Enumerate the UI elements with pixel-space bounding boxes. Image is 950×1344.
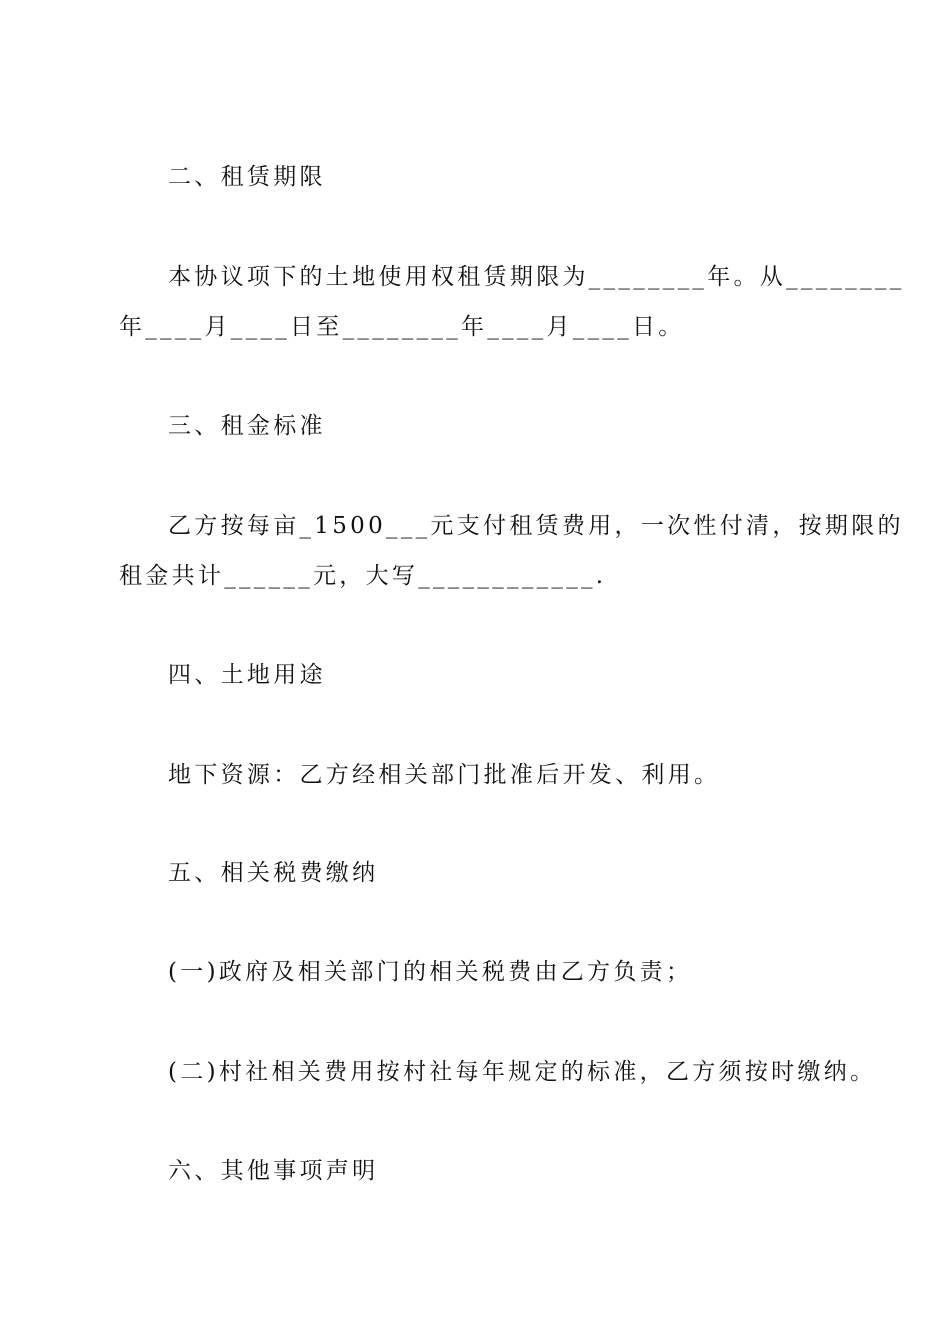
- paragraph-taxes-item-2: (二)村社相关费用按村社每年规定的标准，乙方须按时缴纳。: [168, 1059, 877, 1085]
- section-heading-other-matters: 六、其他事项声明: [168, 1158, 379, 1184]
- paragraph-lease-term-line-1: 本协议项下的土地使用权租赁期限为________年。从________: [168, 264, 905, 290]
- paragraph-land-use: 地下资源：乙方经相关部门批准后开发、利用。: [168, 762, 721, 788]
- paragraph-rent-line-2: 租金共计______元，大写____________.: [119, 563, 607, 589]
- section-heading-lease-term: 二、租赁期限: [168, 164, 326, 190]
- section-heading-land-use: 四、土地用途: [168, 662, 326, 688]
- paragraph-lease-term-line-2: 年____月____日至________年____月____日。: [119, 314, 685, 340]
- paragraph-taxes-item-1: (一)政府及相关部门的相关税费由乙方负责；: [168, 959, 693, 985]
- section-heading-rent-standard: 三、租金标准: [168, 413, 326, 439]
- paragraph-rent-line-1: 乙方按每亩_1500___元支付租赁费用，一次性付清，按期限的: [168, 513, 904, 539]
- section-heading-taxes-fees: 五、相关税费缴纳: [168, 860, 379, 886]
